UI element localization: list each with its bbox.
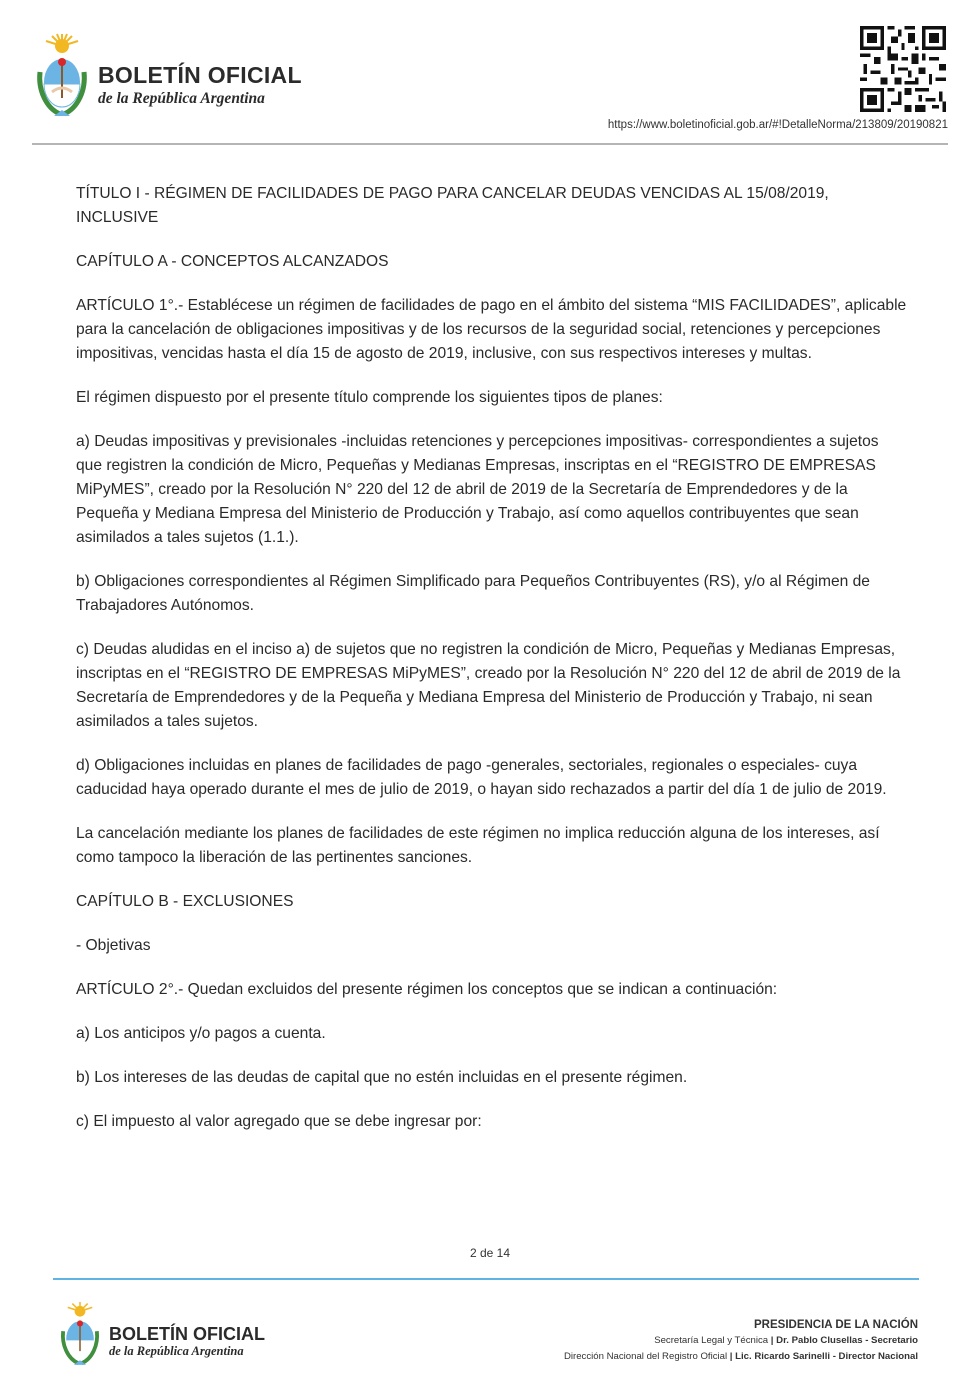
page-number: 2 de 14	[469, 1246, 511, 1260]
paragraph: TÍTULO I - RÉGIMEN DE FACILIDADES DE PAGO PARA CANCELAR DEUDAS VENCIDAS AL 15/08/2019, INCLUSIVE	[76, 185, 829, 226]
paragraph: a) Los anticipos y/o pagos a cuenta.	[76, 1025, 326, 1042]
paragraph: a) Deudas impositivas y previsionales -incluidas retenciones y percepciones impositivas- correspondientes a sujetos que registren la condición de Micro, Pequeñas y Medianas Empresas, inscriptas en el “REGISTRO DE EMPRESAS MiPyMES”, creado por la Resolución N° 220 del 12 de abril de 2019 de la Secretaría de Emprendedores y de la Pequeña y Mediana Empresa del Ministerio de Producción y Trabajo, así como aquellos contribuyentes que sean asimilados a tales sujetos (1.1.).	[76, 433, 879, 546]
footer-separator: |	[727, 1351, 736, 1362]
paragraph: b) Los intereses de las deudas de capital que no estén incluidas en el presente régimen.	[76, 1069, 688, 1086]
document-body	[76, 182, 908, 1154]
paragraph: El régimen dispuesto por el presente título comprende los siguientes tipos de planes:	[76, 389, 663, 406]
paragraph: ARTÍCULO 1°.- Establécese un régimen de facilidades de pago en el ámbito del sistema “MIS FACILIDADES”, aplicable para la cancelación de obligaciones impositivas y de los recursos de la seguridad social, retenciones y percepciones impositivas, vencidas hasta el día 15 de agosto de 2019, inclusive, con sus respectivos intereses y multas.	[76, 297, 907, 362]
paragraph: CAPÍTULO B - EXCLUSIONES	[76, 893, 294, 910]
paragraph: d) Obligaciones incluidas en planes de facilidades de pago -generales, sectoriales, regionales o especiales- cuya caducidad haya operado durante el mes de julio de 2019, o hayan sido rechazados a partir del día 1 de julio de 2019.	[76, 757, 887, 798]
argentina-coat-of-arms-icon	[57, 1300, 103, 1370]
footer-secretariat: Secretaría Legal y Técnica	[654, 1335, 769, 1346]
paragraph: La cancelación mediante los planes de facilidades de este régimen no implica reducción alguna de los intereses, así como tampoco la liberación de las pertinentes sanciones.	[76, 825, 880, 866]
footer-secretary-name: Dr. Pablo Clusellas - Secretario	[776, 1335, 918, 1346]
footer-separator: |	[768, 1335, 777, 1346]
paragraph: c) Deudas aludidas en el inciso a) de sujetos que no registren la condición de Micro, Pequeñas y Medianas Empresas, inscriptas en el “REGISTRO DE EMPRESAS MiPyMES”, creado por la Resolución N° 220 del 12 de abril de 2019 de la Secretaría de Emprendedores y de la Pequeña y Mediana Empresa del Ministerio de Producción y Trabajo, ni sean asimilados a tales sujetos.	[76, 641, 901, 730]
document-url[interactable]: https://www.boletinoficial.gob.ar/#!DetalleNorma/213809/20190821	[607, 119, 948, 131]
footer-directorate: Dirección Nacional del Registro Oficial	[563, 1351, 728, 1362]
page-header	[0, 0, 980, 150]
paragraph: c) El impuesto al valor agregado que se debe ingresar por:	[76, 1113, 482, 1130]
footer-directorate-line	[564, 1349, 918, 1365]
brand-subtitle: de la República Argentina	[98, 90, 265, 107]
qr-code-icon[interactable]	[860, 26, 946, 112]
footer-divider	[53, 1278, 919, 1280]
footer-brand-title: BOLETÍN OFICIAL	[109, 1324, 265, 1344]
paragraph: b) Obligaciones correspondientes al Régimen Simplificado para Pequeños Contribuyentes (RS), y/o al Régimen de Trabajadores Autónomos.	[76, 573, 870, 614]
header-divider	[32, 143, 948, 145]
footer-credits	[564, 1318, 918, 1365]
footer-boletin-oficial-logo	[57, 1300, 297, 1372]
footer-presidency: PRESIDENCIA DE LA NACIÓN	[754, 1319, 918, 1331]
brand-title: BOLETÍN OFICIAL	[98, 62, 302, 88]
paragraph: - Objetivas	[76, 937, 151, 954]
boletin-oficial-logo	[32, 32, 312, 124]
argentina-coat-of-arms-icon	[32, 32, 92, 122]
paragraph: ARTÍCULO 2°.- Quedan excluidos del presente régimen los conceptos que se indican a continuación:	[76, 981, 778, 998]
footer-director-name: Lic. Ricardo Sarinelli - Director Nacional	[735, 1351, 918, 1362]
paragraph: CAPÍTULO A - CONCEPTOS ALCANZADOS	[76, 253, 389, 270]
footer-secretariat-line	[564, 1333, 918, 1349]
footer-brand-subtitle: de la República Argentina	[109, 1344, 244, 1358]
